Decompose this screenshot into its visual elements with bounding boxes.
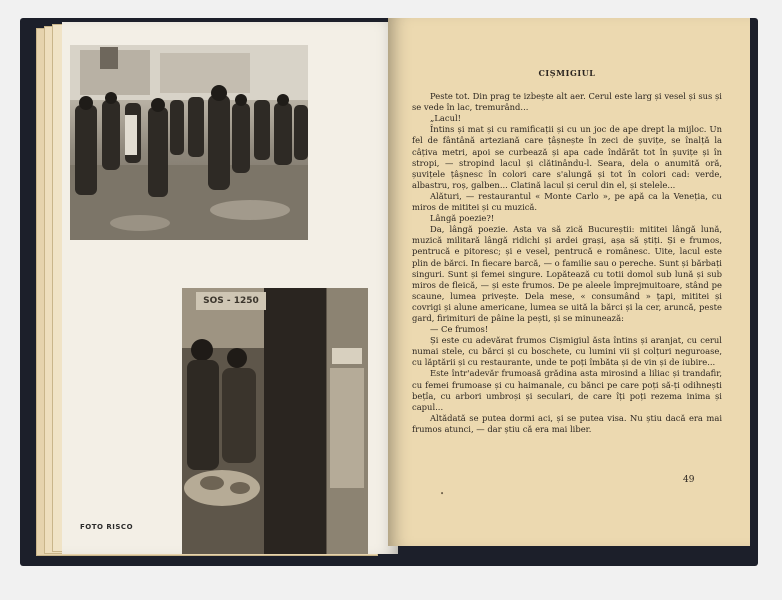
paragraph: Este într'adevăr frumoasă grădina asta mirosind a liliac și trandafir, cu femei frumoase și cu haimanale, cu bănci pe care poți să-ți odihnești bețîa, cu arbori umbroși și seculari, de care îți poți rezema inima și capul...: [412, 368, 722, 412]
paragraph: Alături, — restaurantul « Monte Carlo », pe apă ca la Veneția, cu miros de mititei și cu muzică.: [412, 190, 722, 213]
photo-shop-window: [182, 288, 368, 554]
shop-window-illustration: [182, 288, 368, 554]
paragraph: Și este cu adevărat frumos Cișmigiul ăsta întins și aranjat, cu cerul numai stele, cu bărci și cu boschete, cu lumini vii și colțuri neguroase, cu lăptării și cu restaurante, unde te poți îmbăta și de vin și de iubire...: [412, 335, 722, 368]
paragraph: „Lacul!: [430, 113, 462, 124]
shop-sign: SOS - 1250: [196, 292, 266, 310]
page-number: 49: [683, 475, 695, 485]
crowd-scene-illustration: [70, 45, 308, 240]
page-text: [412, 68, 722, 435]
paragraph: — Ce frumos!: [430, 324, 489, 335]
paragraph: Întins și mat și cu ramificații și cu un joc de ape drept la mijloc. Un fel de fântână arteziană care țâșnește în zeci de șuvițe, se înalță la câțiva metri, apoi se curbează și apa cade îndărăt tot în șuvițe și în stropi, — stropind lacul și clătinându-l. Seara, dela o anumită oră, șuvițele țâșnesc în colori care s'alungă și tot în colori cad: verde, albastru, roș, galben... Clatină lacul și cerul din el, și stelele...: [412, 124, 722, 190]
page-mark: •: [440, 490, 445, 498]
paragraph: Lângă poezie?!: [430, 213, 495, 224]
chapter-title: CIȘMIGIUL: [538, 68, 596, 78]
paragraph: Da, lângă poezie. Asta va să zică Bucureștii: mititei lângă lună, muzică militară lângă ridichi și ardei grași, așa să știți. Și e frumos, pentrucă e pitoresc; și e vesel, pentrucă e românesc. Uite, lacul este plin de bărci. In fiecare barcă, — o familie sau o pereche. Sunt și bărbați singuri. Sunt și femei singure. Lopătează cu totii domol sub lună și sub miros de fleică, — și este frumos. De pe aleele împrejmuitoare, stând pe scaune, lumea privește. Dela mese, « consumând » țapi, mititei și covrigi și alune americane, lumea se uită la bărci și la cer, aruncă, peste gard, firimituri de pâine la pești, și se minunează:: [412, 224, 722, 323]
paragraph: Altădată se putea dormi aci, și se putea visa. Nu știu dacă era mai frumos atunci, — dar știu că era mai liber.: [412, 412, 722, 434]
paragraph: Peste tot. Din prag te izbește alt aer. Cerul este larg și vesel și sus și se vede în lac, tremurând...: [412, 91, 722, 113]
photo-credit: FOTO RISCO: [80, 523, 134, 531]
photo-crowd-square: [70, 45, 308, 240]
